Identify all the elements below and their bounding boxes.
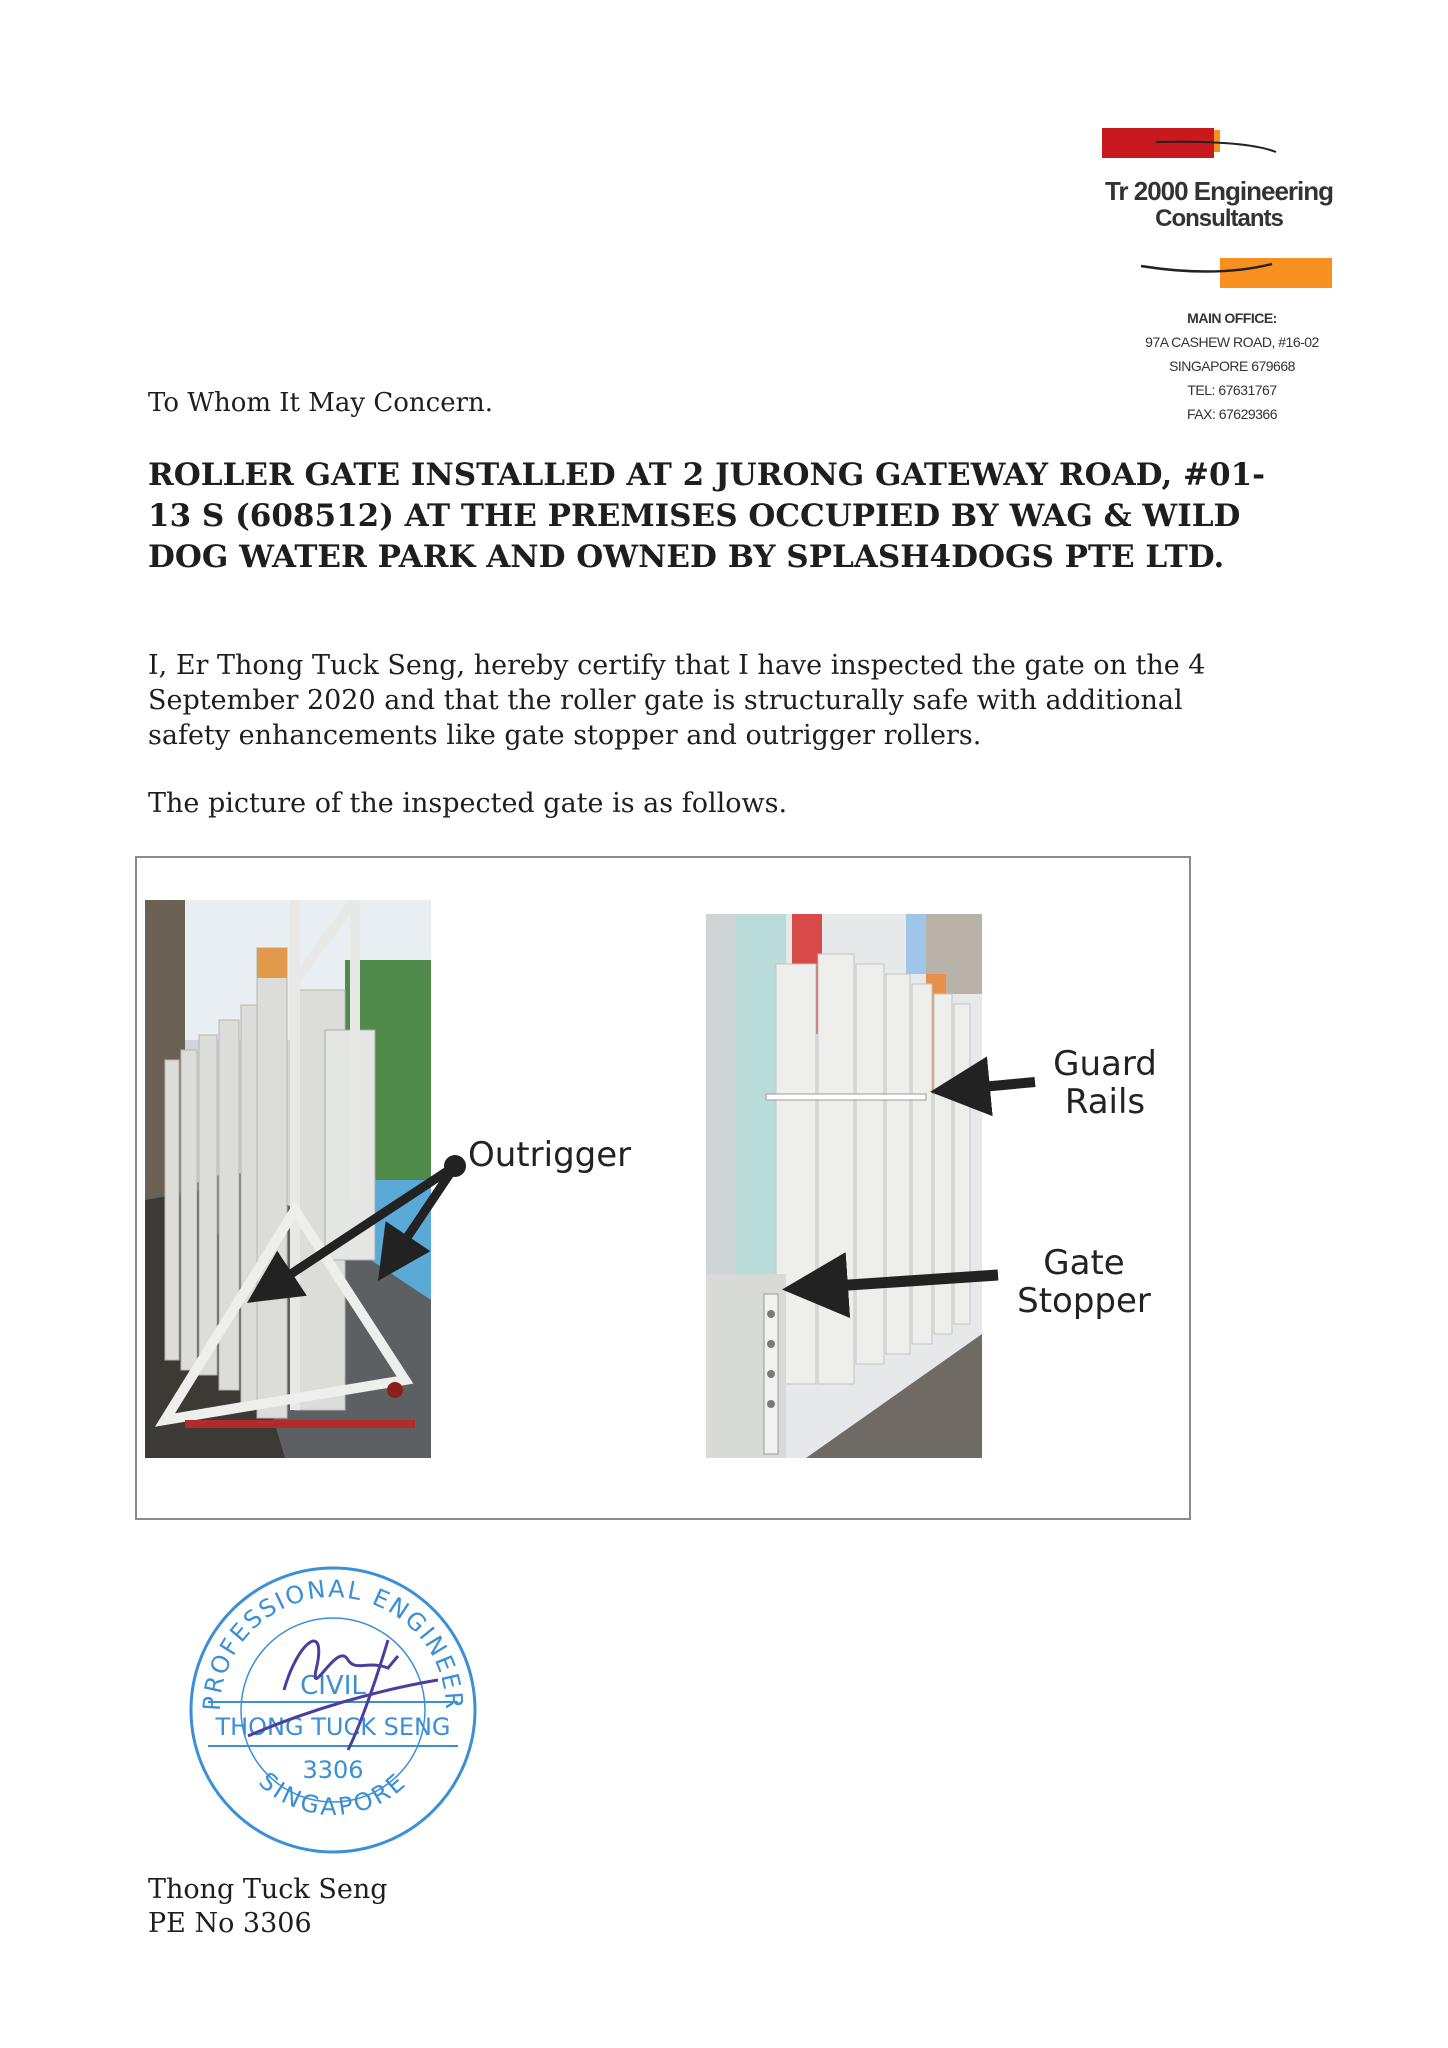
salutation: To Whom It May Concern.	[148, 388, 494, 418]
subject-line: 13 S (608512) AT THE PREMISES OCCUPIED BY WAG & WILD	[148, 498, 1241, 534]
paragraph-line: I, Er Thong Tuck Seng, hereby certify that I have inspected the gate on the 4	[148, 650, 1206, 681]
stamp-number: 3306	[302, 1756, 364, 1784]
certification-paragraph	[148, 648, 1206, 753]
office-tel: TEL: 67631767	[1187, 382, 1277, 398]
company-name-line1: Tr 2000 Engineering	[1104, 176, 1334, 206]
label-gate-stopper	[1004, 1244, 1164, 1320]
engineer-stamp	[188, 1560, 478, 1860]
office-heading: MAIN OFFICE:	[1187, 310, 1277, 326]
label-stopper-line1: Gate	[1043, 1243, 1125, 1283]
paragraph-line: safety enhancements like gate stopper and outrigger rollers.	[148, 720, 982, 751]
gate-photo-guard-rails	[706, 914, 982, 1458]
signatory-pe-number: PE No 3306	[148, 1908, 312, 1939]
paragraph-line: September 2020 and that the roller gate is structurally safe with additional	[148, 685, 1183, 716]
label-stopper-line2: Stopper	[1017, 1281, 1151, 1321]
stamp-name: THONG TUCK SENG	[215, 1713, 451, 1741]
stamp-bottom-arc: SINGAPORE	[253, 1766, 413, 1822]
subject-line: DOG WATER PARK AND OWNED BY SPLASH4DOGS PTE LTD.	[148, 539, 1225, 575]
label-guard-line2: Rails	[1064, 1082, 1146, 1122]
company-name-line2: Consultants	[1155, 205, 1283, 232]
stamp-top-arc: PROFESSIONAL ENGINEER	[197, 1574, 469, 1712]
office-city: SINGAPORE 679668	[1169, 358, 1295, 374]
office-address: 97A CASHEW ROAD, #16-02	[1145, 334, 1319, 350]
subject-heading	[148, 455, 1266, 578]
subject-line: ROLLER GATE INSTALLED AT 2 JURONG GATEWAY ROAD, #01-	[148, 457, 1266, 493]
label-outrigger: Outrigger	[468, 1135, 632, 1175]
signatory-name: Thong Tuck Seng	[148, 1874, 388, 1905]
label-guard-rails	[1045, 1045, 1165, 1121]
label-guard-line1: Guard	[1053, 1044, 1157, 1084]
picture-intro: The picture of the inspected gate is as follows.	[148, 788, 788, 819]
gate-photo-outrigger	[145, 900, 431, 1458]
stamp-discipline: CIVIL	[300, 1671, 366, 1701]
office-fax: FAX: 67629366	[1186, 406, 1278, 422]
